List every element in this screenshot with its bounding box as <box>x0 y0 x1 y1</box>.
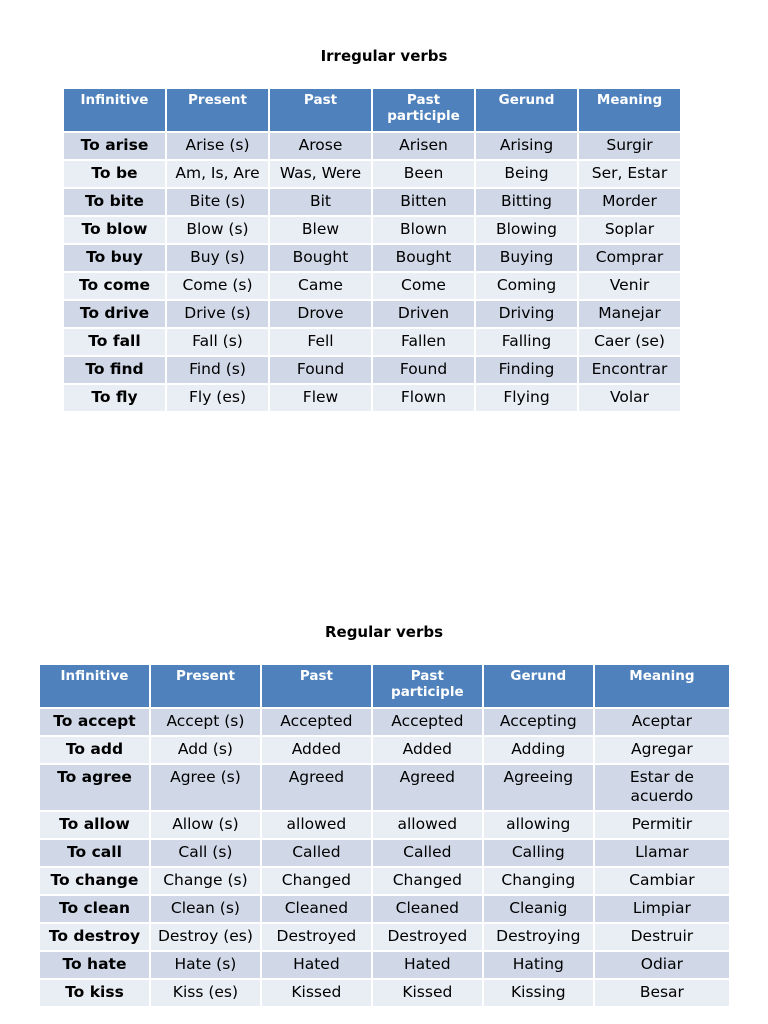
cell-meaning: Limpiar <box>595 896 729 922</box>
cell-infinitive: To arise <box>64 133 165 159</box>
cell-meaning: Caer (se) <box>579 329 680 355</box>
cell-infinitive: To accept <box>40 709 149 735</box>
cell-infinitive: To change <box>40 868 149 894</box>
cell-past-participle: Bought <box>373 245 474 271</box>
cell-past: Added <box>262 737 371 763</box>
cell-past-participle: Bitten <box>373 189 474 215</box>
cell-infinitive: To clean <box>40 896 149 922</box>
cell-present: Add (s) <box>151 737 260 763</box>
cell-infinitive: To call <box>40 840 149 866</box>
cell-past-participle: Blown <box>373 217 474 243</box>
cell-gerund: Cleanig <box>484 896 593 922</box>
cell-present: Hate (s) <box>151 952 260 978</box>
cell-present: Agree (s) <box>151 765 260 810</box>
cell-past: Changed <box>262 868 371 894</box>
table-row <box>40 840 729 866</box>
cell-past: Was, Were <box>270 161 371 187</box>
cell-past: Arose <box>270 133 371 159</box>
cell-meaning: Odiar <box>595 952 729 978</box>
cell-present: Drive (s) <box>167 301 268 327</box>
cell-meaning: Volar <box>579 385 680 411</box>
cell-infinitive: To fly <box>64 385 165 411</box>
cell-gerund: Flying <box>476 385 577 411</box>
cell-past: Cleaned <box>262 896 371 922</box>
cell-gerund: Adding <box>484 737 593 763</box>
cell-meaning: Estar de acuerdo <box>595 765 729 810</box>
cell-present: Arise (s) <box>167 133 268 159</box>
cell-gerund: Hating <box>484 952 593 978</box>
cell-past-participle: allowed <box>373 812 482 838</box>
cell-gerund: Finding <box>476 357 577 383</box>
column-header-past: Past <box>262 665 371 707</box>
table-header-row <box>40 665 729 707</box>
cell-meaning: Manejar <box>579 301 680 327</box>
cell-meaning: Surgir <box>579 133 680 159</box>
table-row <box>40 812 729 838</box>
cell-meaning: Morder <box>579 189 680 215</box>
cell-infinitive: To hate <box>40 952 149 978</box>
table-row <box>64 245 680 271</box>
cell-present: Allow (s) <box>151 812 260 838</box>
cell-present: Destroy (es) <box>151 924 260 950</box>
cell-past-participle: Destroyed <box>373 924 482 950</box>
table-row <box>64 357 680 383</box>
cell-past-participle: Changed <box>373 868 482 894</box>
cell-gerund: Agreeing <box>484 765 593 810</box>
cell-gerund: Blowing <box>476 217 577 243</box>
cell-present: Fall (s) <box>167 329 268 355</box>
table-row <box>64 329 680 355</box>
cell-meaning: Besar <box>595 980 729 1006</box>
cell-past: Came <box>270 273 371 299</box>
cell-meaning: Encontrar <box>579 357 680 383</box>
table-row <box>64 301 680 327</box>
cell-gerund: Arising <box>476 133 577 159</box>
cell-meaning: Agregar <box>595 737 729 763</box>
table-row <box>40 765 729 810</box>
cell-present: Accept (s) <box>151 709 260 735</box>
cell-infinitive: To fall <box>64 329 165 355</box>
cell-meaning: Cambiar <box>595 868 729 894</box>
table-row <box>40 980 729 1006</box>
table-row <box>40 868 729 894</box>
table-row <box>40 896 729 922</box>
cell-present: Come (s) <box>167 273 268 299</box>
column-header-infinitive: Infinitive <box>40 665 149 707</box>
cell-infinitive: To destroy <box>40 924 149 950</box>
cell-present: Find (s) <box>167 357 268 383</box>
cell-past-participle: Agreed <box>373 765 482 810</box>
cell-infinitive: To allow <box>40 812 149 838</box>
cell-present: Blow (s) <box>167 217 268 243</box>
cell-meaning: Soplar <box>579 217 680 243</box>
cell-gerund: Destroying <box>484 924 593 950</box>
cell-past-participle: Hated <box>373 952 482 978</box>
cell-gerund: Kissing <box>484 980 593 1006</box>
cell-past-participle: Flown <box>373 385 474 411</box>
cell-past-participle: Arisen <box>373 133 474 159</box>
cell-present: Buy (s) <box>167 245 268 271</box>
cell-past-participle: Fallen <box>373 329 474 355</box>
cell-infinitive: To be <box>64 161 165 187</box>
cell-past: Called <box>262 840 371 866</box>
irregular-verbs-table <box>62 87 682 413</box>
cell-past: Drove <box>270 301 371 327</box>
table-row <box>64 161 680 187</box>
cell-infinitive: To agree <box>40 765 149 810</box>
cell-past: Bought <box>270 245 371 271</box>
cell-past-participle: Called <box>373 840 482 866</box>
cell-past: Fell <box>270 329 371 355</box>
column-header-gerund: Gerund <box>484 665 593 707</box>
cell-past-participle: Been <box>373 161 474 187</box>
cell-past: Flew <box>270 385 371 411</box>
cell-meaning: Comprar <box>579 245 680 271</box>
cell-past-participle: Found <box>373 357 474 383</box>
cell-gerund: Falling <box>476 329 577 355</box>
column-header-past-participle: Past participle <box>373 665 482 707</box>
cell-gerund: Being <box>476 161 577 187</box>
cell-past: Bit <box>270 189 371 215</box>
cell-past: Destroyed <box>262 924 371 950</box>
cell-infinitive: To come <box>64 273 165 299</box>
cell-past: Blew <box>270 217 371 243</box>
table-row <box>64 133 680 159</box>
cell-meaning: Permitir <box>595 812 729 838</box>
cell-past: Accepted <box>262 709 371 735</box>
cell-meaning: Aceptar <box>595 709 729 735</box>
cell-present: Fly (es) <box>167 385 268 411</box>
cell-past-participle: Cleaned <box>373 896 482 922</box>
column-header-present: Present <box>151 665 260 707</box>
regular-verbs-title: Regular verbs <box>324 623 444 641</box>
table-row <box>40 709 729 735</box>
table-row <box>64 273 680 299</box>
table-row <box>64 217 680 243</box>
cell-gerund: Driving <box>476 301 577 327</box>
table-row <box>64 189 680 215</box>
table-row <box>64 385 680 411</box>
cell-gerund: Changing <box>484 868 593 894</box>
cell-infinitive: To buy <box>64 245 165 271</box>
cell-present: Call (s) <box>151 840 260 866</box>
cell-present: Bite (s) <box>167 189 268 215</box>
cell-past: allowed <box>262 812 371 838</box>
cell-infinitive: To bite <box>64 189 165 215</box>
cell-past: Hated <box>262 952 371 978</box>
column-header-infinitive: Infinitive <box>64 89 165 131</box>
cell-present: Clean (s) <box>151 896 260 922</box>
cell-past-participle: Driven <box>373 301 474 327</box>
table-row <box>40 924 729 950</box>
column-header-present: Present <box>167 89 268 131</box>
cell-gerund: Accepting <box>484 709 593 735</box>
cell-infinitive: To kiss <box>40 980 149 1006</box>
cell-present: Kiss (es) <box>151 980 260 1006</box>
cell-gerund: Bitting <box>476 189 577 215</box>
cell-infinitive: To find <box>64 357 165 383</box>
cell-gerund: Coming <box>476 273 577 299</box>
cell-infinitive: To drive <box>64 301 165 327</box>
table-header-row <box>64 89 680 131</box>
table-row <box>40 952 729 978</box>
cell-meaning: Destruir <box>595 924 729 950</box>
cell-gerund: Calling <box>484 840 593 866</box>
irregular-verbs-title: Irregular verbs <box>320 47 448 65</box>
cell-past-participle: Come <box>373 273 474 299</box>
table-row <box>40 737 729 763</box>
cell-meaning: Llamar <box>595 840 729 866</box>
cell-infinitive: To blow <box>64 217 165 243</box>
column-header-gerund: Gerund <box>476 89 577 131</box>
cell-present: Am, Is, Are <box>167 161 268 187</box>
cell-past: Agreed <box>262 765 371 810</box>
cell-meaning: Venir <box>579 273 680 299</box>
column-header-past: Past <box>270 89 371 131</box>
cell-gerund: allowing <box>484 812 593 838</box>
cell-past-participle: Added <box>373 737 482 763</box>
cell-present: Change (s) <box>151 868 260 894</box>
column-header-meaning: Meaning <box>579 89 680 131</box>
regular-verbs-table <box>38 663 731 1008</box>
cell-gerund: Buying <box>476 245 577 271</box>
cell-past: Found <box>270 357 371 383</box>
cell-past: Kissed <box>262 980 371 1006</box>
cell-past-participle: Kissed <box>373 980 482 1006</box>
column-header-meaning: Meaning <box>595 665 729 707</box>
cell-meaning: Ser, Estar <box>579 161 680 187</box>
cell-infinitive: To add <box>40 737 149 763</box>
column-header-past-participle: Past participle <box>373 89 474 131</box>
cell-past-participle: Accepted <box>373 709 482 735</box>
